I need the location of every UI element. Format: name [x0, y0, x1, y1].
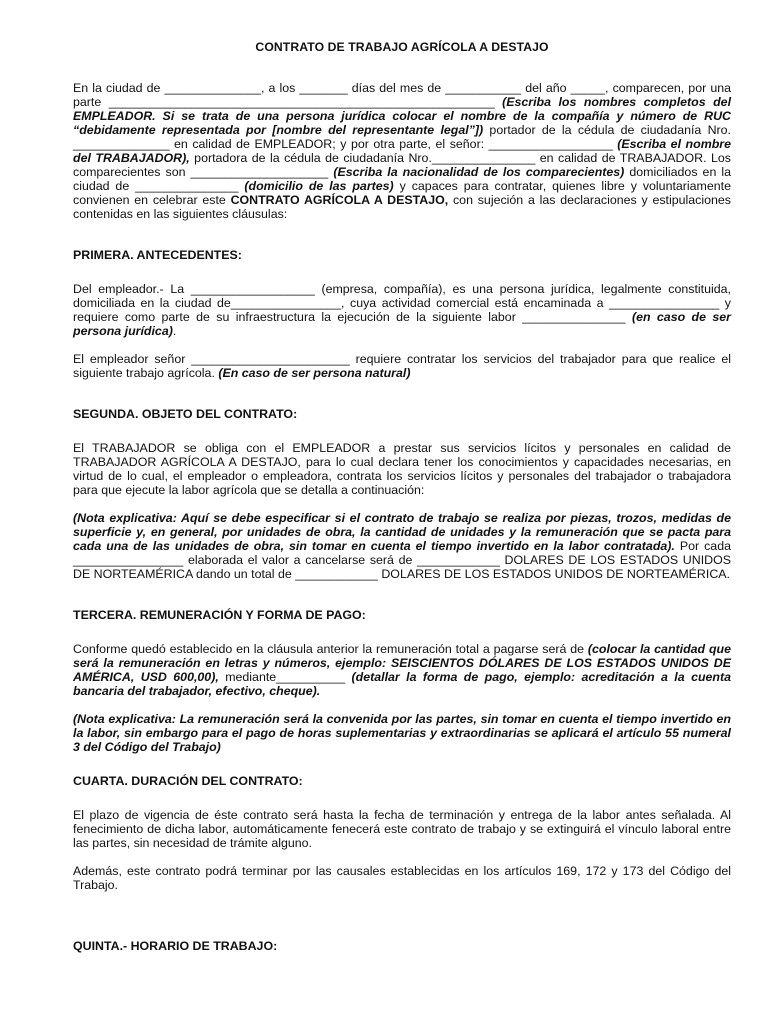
text-run: (domicilio de las partes): [244, 179, 394, 193]
text-run: (detallar la forma de pago, ejemplo: acreditación a la cuenta bancaria del trabajador, efectivo, cheque).: [73, 670, 732, 698]
text-run: (colocar la cantidad que será la remuneración en letras y números, ejemplo: SEISCIENTOS DÓLARES DE LOS ESTADOS UNIDOS DE AMÉRICA, USD 600,00),: [73, 642, 732, 684]
text-run: (Escriba los nombres completos del EMPLEADOR. Si se trata de una persona jurídica colocar el nombre de la compañía y número de RUC “debidamente representada por [nombre del representante legal”]): [73, 95, 732, 137]
text-run: En la ciudad de ______________, a los _______ días del mes de ___________ del año _____, comparecen, por una parte ________________________________________________________: [73, 81, 731, 109]
text-run: Por cada ________________ elaborada el valor a cancelarse será de ____________ DOLARES DE LOS ESTADOS UNIDOS DE NORTEAMÉRICA dando un total de ____________ DOLARES DE LOS ESTADOS UNIDOS DE NORTEAMÉRICA.: [73, 539, 731, 581]
segunda-paragraph-1: [73, 441, 731, 497]
section-quinta-heading: QUINTA.- HORARIO DE TRABAJO:: [73, 939, 278, 953]
text-run: portador de la cédula de ciudadanía Nro. ______________ en calidad de EMPLEADOR; y por otra parte, el señor: __________________: [73, 123, 731, 151]
text-run: domiciliados en la ciudad de _______________: [73, 165, 732, 193]
document-title: CONTRATO DE TRABAJO AGRÍCOLA A DESTAJO: [255, 40, 549, 54]
primera-paragraph-2: [73, 352, 731, 380]
text-run: y capaces para contratar, quienes libre y voluntariamente convienen en celebrar este: [73, 179, 731, 207]
text-run: mediante__________: [218, 670, 352, 684]
text-run: El plazo de vigencia de éste contrato será hasta la fecha de terminación y entrega de la labor antes señalada. Al fenecimiento de dicha labor, automáticamente fenecerá este contrato de trabajo y se extinguirá el vínculo laboral entre las partes, sin necesidad de trámite alguno.: [73, 808, 731, 850]
section-segunda-heading: SEGUNDA. OBJETO DEL CONTRATO:: [73, 407, 298, 421]
text-run: (Nota explicativa: La remuneración será la convenida por las partes, sin tomar en cuenta el tiempo invertido en la labor, sin embargo para el pago de horas suplementarias y extraordinarias se aplicará el artículo 55 numeral 3 del Código del Trabajo): [73, 712, 731, 754]
text-run: Conforme quedó establecido en la cláusula anterior la remuneración total a pagarse será de: [73, 642, 588, 656]
text-run: CONTRATO AGRÍCOLA A DESTAJO,: [230, 193, 449, 207]
text-run: Del empleador.- La __________________ (empresa, compañía), es una persona jurídica, legalmente constituida, domiciliada en la ciudad de________________, cuya actividad comercial está encaminada a ________________ y requiere como parte de su infraestructura la ejecución de la siguiente labor _______________: [73, 282, 731, 324]
text-run: El empleador señor _______________________ requiere contratar los servicios del trabajador para que realice el siguiente trabajo agrícola.: [73, 352, 731, 380]
text-run: portadora de la cédula de ciudadanía Nro._______________ en calidad de TRABAJADOR. Los comparecientes son ____________________: [73, 151, 731, 179]
text-run: .: [172, 324, 177, 338]
primera-paragraph-1: [73, 282, 731, 338]
text-run: (Escriba el nombre del TRABAJADOR),: [73, 137, 731, 165]
cuarta-paragraph-2: [73, 864, 731, 892]
text-run: El TRABAJADOR se obliga con el EMPLEADOR a prestar sus servicios lícitos y personales en calidad de TRABAJADOR AGRÍCOLA A DESTAJO, para lo cual declara tener los conocimientos y capacidades necesarias, en virtud de lo cual, el empleador o empleadora, contrata los servicios lícitos y personales del trabajador o trabajadora para que ejecute la labor agrícola que se detalla a continuación:: [73, 441, 731, 497]
tercera-paragraph-1: [73, 642, 731, 698]
text-run: (Escriba la nacionalidad de los comparecientes): [333, 165, 625, 179]
text-run: Además, este contrato podrá terminar por las causales establecidas en los artículos 169, 172 y 173 del Código del Trabajo.: [73, 864, 731, 892]
text-run: con sujeción a las declaraciones y estipulaciones contenidas en las siguientes cláusulas:: [73, 193, 731, 221]
segunda-paragraph-2: [73, 511, 731, 581]
text-run: (En caso de ser persona natural): [218, 366, 411, 380]
text-run: (Nota explicativa: Aquí se debe especificar si el contrato de trabajo se realiza por piezas, trozos, medidas de superficie y, en general, por unidades de obra, la cantidad de unidades y la remuneración que se pacta para cada una de las unidades de obra, sin tomar en cuenta el tiempo invertido en la labor contratada).: [73, 511, 731, 553]
section-tercera-heading: TERCERA. REMUNERACIÓN Y FORMA DE PAGO:: [73, 608, 366, 622]
tercera-paragraph-2: [73, 712, 731, 754]
text-run: (en caso de ser persona jurídica): [73, 310, 731, 338]
section-primera-heading: PRIMERA. ANTECEDENTES:: [73, 248, 242, 262]
section-cuarta-heading: CUARTA. DURACIÓN DEL CONTRATO:: [73, 774, 303, 788]
cuarta-paragraph-1: [73, 808, 731, 850]
intro-paragraph: [73, 81, 731, 221]
